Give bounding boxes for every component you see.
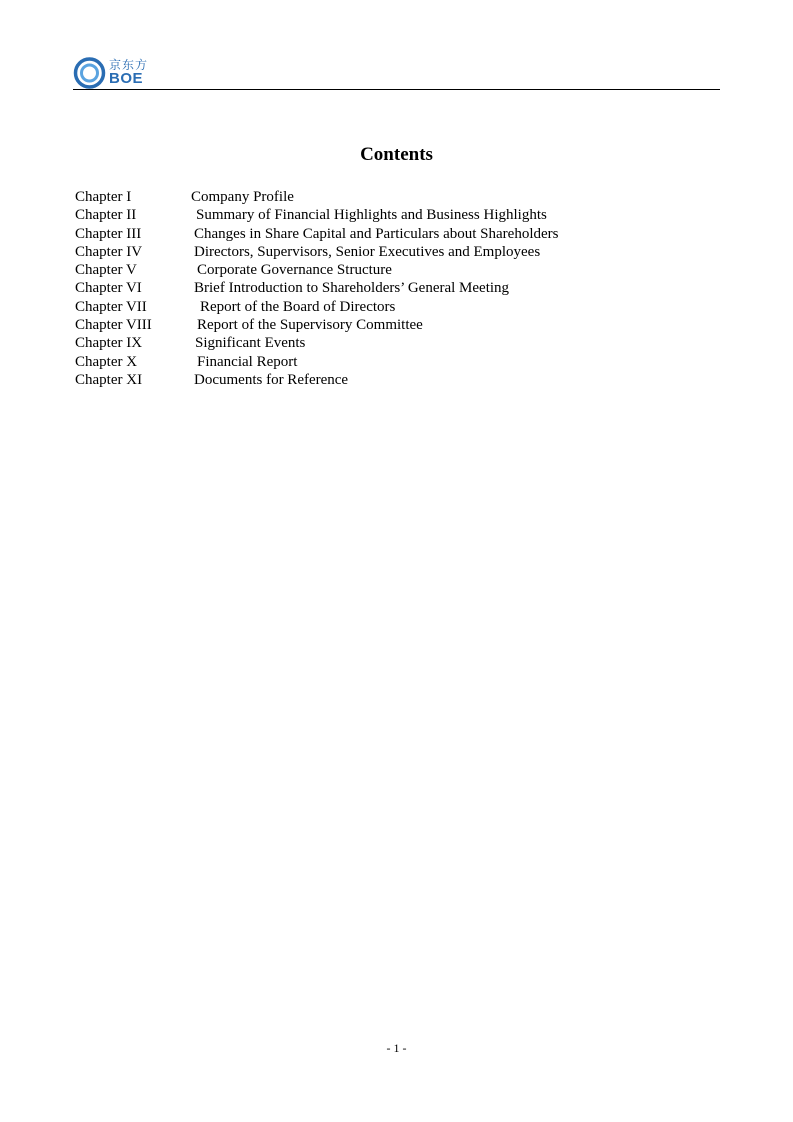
toc-chapter: Chapter VIII <box>75 317 152 334</box>
toc-title: Company Profile <box>191 189 294 205</box>
toc-chapter: Chapter VI <box>75 280 142 297</box>
toc-title: Financial Report <box>197 353 298 370</box>
toc-title: Documents for Reference <box>194 371 349 388</box>
boe-logo <box>73 56 163 88</box>
toc-title: Corporate Governance Structure <box>197 262 392 279</box>
toc-title: Report of the Supervisory Committee <box>197 317 423 334</box>
page-header <box>73 56 720 90</box>
toc-title: Directors, Supervisors, Senior Executives and Employees <box>194 243 541 260</box>
boe-logo-icon <box>73 57 106 89</box>
toc-chapter: Chapter IV <box>75 243 143 260</box>
toc-chapter: Chapter X <box>75 353 138 370</box>
toc-title: Significant Events <box>195 335 306 352</box>
logo-english-text: BOE <box>109 70 144 87</box>
toc-chapter: Chapter VII <box>75 298 147 315</box>
toc-title: Report of the Board of Directors <box>200 298 396 315</box>
toc-chapter: Chapter III <box>75 225 142 242</box>
toc-title: Summary of Financial Highlights and Business Highlights <box>196 207 547 224</box>
toc-title: Brief Introduction to Shareholders’ General Meeting <box>194 280 510 297</box>
page-number: - 1 - <box>386 1041 407 1055</box>
logo-chinese-text: 京东方 <box>109 58 149 72</box>
toc-chapter: Chapter IX <box>75 335 143 352</box>
toc-chapter: Chapter V <box>75 262 137 279</box>
toc-title: Changes in Share Capital and Particulars about Shareholders <box>194 225 559 242</box>
page-title: Contents <box>360 144 433 165</box>
toc-chapter: Chapter II <box>75 207 137 224</box>
toc-chapter: Chapter XI <box>75 371 143 388</box>
toc-chapter: Chapter I <box>75 189 132 205</box>
